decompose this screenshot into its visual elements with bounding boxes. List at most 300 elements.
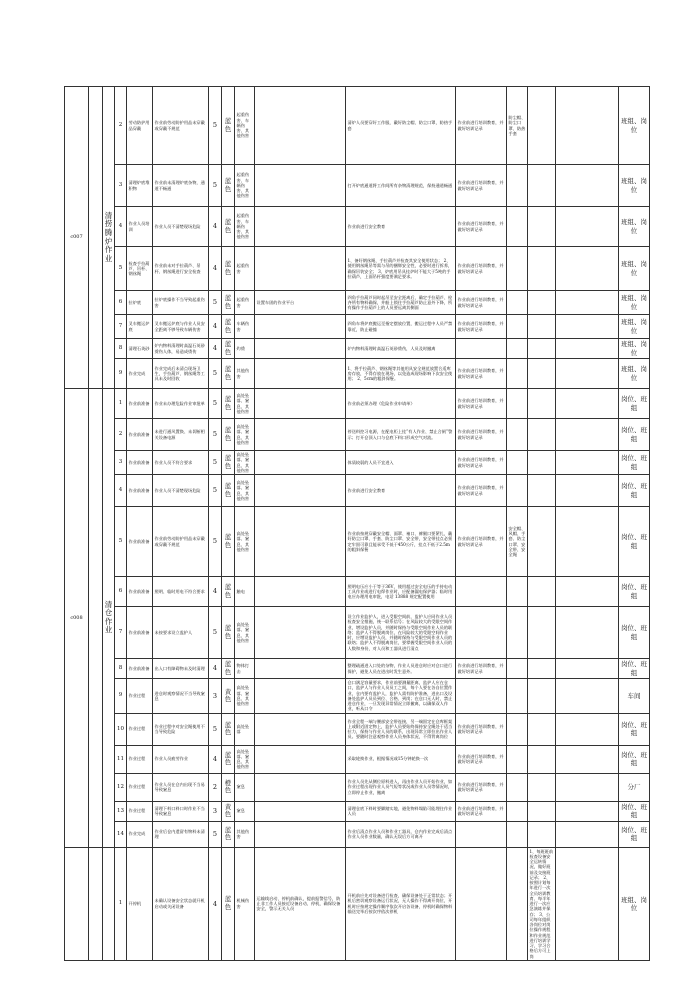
engineering-measure xyxy=(255,389,346,419)
risk-color: 蓝色 xyxy=(222,87,235,165)
table-row xyxy=(65,419,650,451)
ppe-measure xyxy=(507,389,528,419)
emergency-measure xyxy=(528,679,556,714)
accident-type: 车辆伤害 xyxy=(235,315,255,339)
emergency-measure xyxy=(528,475,556,507)
extra-cell xyxy=(556,291,619,315)
ppe-measure xyxy=(507,291,528,315)
ppe-measure xyxy=(507,475,528,507)
risk-color: 蓝色 xyxy=(222,507,235,577)
risk-level: 4 xyxy=(209,577,222,607)
emergency-measure xyxy=(528,801,556,821)
engineering-measure xyxy=(255,247,346,291)
training-measure: 作业前进行培训教育，并做好培训记录 xyxy=(456,359,507,389)
risk-color: 蓝色 xyxy=(222,359,235,389)
management-measure: 作业前进行安全教育 xyxy=(346,207,456,247)
engineering-measure xyxy=(255,451,346,475)
engineering-measure xyxy=(255,419,346,451)
ppe-measure xyxy=(507,713,528,745)
table-row xyxy=(65,847,650,960)
extra-cell xyxy=(556,577,619,607)
ppe-measure xyxy=(507,847,528,960)
engineering-measure: 设置车固的作业平台 xyxy=(255,291,346,315)
hazard-description: 未进行通风置换、未切断相关设备电源 xyxy=(153,419,209,451)
risk-color: 蓝色 xyxy=(222,247,235,291)
accident-type: 窒息 xyxy=(235,801,255,821)
emergency-measure xyxy=(528,419,556,451)
risk-level: 5 xyxy=(209,475,222,507)
engineering-measure xyxy=(255,577,346,607)
risk-color: 蓝色 xyxy=(222,847,235,960)
hazard-description: 作业过程中对安全绳使用不当导致危险 xyxy=(153,713,209,745)
emergency-measure xyxy=(528,659,556,679)
table-row xyxy=(65,659,650,679)
step-name: 作业前准备 xyxy=(127,577,153,607)
engineering-measure: 运输线启动、停机前确认，提前报警信号，防止非工作人员接近设备启动、停机，确保设备安全，警示无关人员 xyxy=(255,847,346,960)
extra-cell xyxy=(556,713,619,745)
risk-level: 5 xyxy=(209,87,222,165)
risk-color: 蓝色 xyxy=(222,291,235,315)
table-row xyxy=(65,247,650,291)
training-measure: 作业前进行培训教育，并做好培训记录 xyxy=(456,165,507,207)
responsible-owner: 岗位、班组 xyxy=(619,607,650,659)
hazard-description: 拉炉底操作不当导致起重伤害 xyxy=(153,291,209,315)
task-name: 清仓作业 xyxy=(103,389,115,848)
extra-cell xyxy=(556,801,619,821)
emergency-measure xyxy=(528,577,556,607)
accident-type: 触电 xyxy=(235,577,255,607)
step-name: 作业过程 xyxy=(127,713,153,745)
responsible-owner: 班组、岗位 xyxy=(619,291,650,315)
extra-cell xyxy=(556,773,619,801)
responsible-owner: 岗位、班组 xyxy=(619,419,650,451)
table-row xyxy=(65,821,650,847)
training-measure xyxy=(456,607,507,659)
emergency-measure xyxy=(528,339,556,359)
step-name: 作业完成 xyxy=(127,359,153,389)
ppe-measure xyxy=(507,659,528,679)
table-row xyxy=(65,389,650,419)
management-measure: 开机前应先对设备进行检查，确保设备处于正常状态；开机后密切观察设备运行状况，无人操作不得离开岗位，开机时应按规定操作顺序依次开启各设备，停机时确保物料输送完毕后按次序依次停机 xyxy=(346,847,456,960)
training-measure: 作业前进行培训教育，并做好培训记录 xyxy=(456,659,507,679)
management-measure: 体质较弱的人员不宜进入 xyxy=(346,451,456,475)
hazard-description: 作业后仓内遗留有物料未清理 xyxy=(153,821,209,847)
management-measure: 清炉人员要穿好工作服，戴好防尘帽、防尘口罩，防热手套 xyxy=(346,87,456,165)
extra-cell xyxy=(556,451,619,475)
accident-type: 窒息 xyxy=(235,773,255,801)
risk-color: 蓝色 xyxy=(222,315,235,339)
hazard-description: 作业前劳动防护用品未穿戴或穿戴不规范 xyxy=(153,87,209,165)
training-measure: 作业前进行培训教育，并做好培训记录 xyxy=(456,773,507,801)
accident-type: 其他伤害 xyxy=(235,821,255,847)
responsible-owner: 班组、岗位 xyxy=(619,247,650,291)
row-number: 9 xyxy=(115,359,127,389)
emergency-measure xyxy=(528,247,556,291)
risk-level: 5 xyxy=(209,507,222,577)
spacer-cell xyxy=(89,87,103,389)
row-number: 3 xyxy=(115,451,127,475)
risk-level: 5 xyxy=(209,359,222,389)
training-measure: 作业前进行培训教育，并做好培训记录 xyxy=(456,801,507,821)
table-row xyxy=(65,291,650,315)
responsible-owner: 分厂 xyxy=(619,773,650,801)
risk-level: 5 xyxy=(209,419,222,451)
extra-cell xyxy=(556,247,619,291)
extra-cell xyxy=(556,659,619,679)
responsible-owner: 岗位、班组 xyxy=(619,507,650,577)
risk-color: 蓝色 xyxy=(222,607,235,659)
accident-type: 起重伤害 xyxy=(235,247,255,291)
table-row xyxy=(65,607,650,659)
training-measure: 作业前进行培训教育，并做好培训记录 xyxy=(456,291,507,315)
extra-cell xyxy=(556,339,619,359)
emergency-measure xyxy=(528,315,556,339)
ppe-measure: 安全帽、风帽、手套、防尘口罩、安全带、安全绳 xyxy=(507,507,528,577)
ppe-measure xyxy=(507,821,528,847)
emergency-measure xyxy=(528,773,556,801)
extra-cell xyxy=(556,679,619,714)
table-row xyxy=(65,451,650,475)
responsible-owner: 岗位、班组 xyxy=(619,475,650,507)
table-row xyxy=(65,745,650,773)
training-measure: 作业前进行培训教育，并做好培训记录 xyxy=(456,87,507,165)
emergency-measure xyxy=(528,507,556,577)
risk-level: 5 xyxy=(209,713,222,745)
management-measure: 设立作业监护人，进入受限空间前，监护人应同作业人员检查安全措施，统一联系信号；在风险较大的受限空间作业，增设监护人员，并随时保持与受限空间作业人员的联络；监护人不得脱离岗位，在风险较大的受限空间作业时，应增设监护人员，并随时保持与受限空间作业人员的联络；监护人不得脱离岗位，要掌握受限空间作业人员的人数和身份，对人员和工器具进行清点 xyxy=(346,607,456,659)
emergency-measure xyxy=(528,451,556,475)
responsible-owner: 班组、岗位 xyxy=(619,87,650,165)
table-row xyxy=(65,87,650,165)
row-number: 4 xyxy=(115,207,127,247)
table-row xyxy=(65,801,650,821)
table-row xyxy=(65,315,650,339)
step-name: 作业前准备 xyxy=(127,507,153,577)
row-number: 2 xyxy=(115,419,127,451)
accident-type: 高处坠落、窒息、其他伤害 xyxy=(235,475,255,507)
emergency-measure xyxy=(528,821,556,847)
step-name: 作业过程 xyxy=(127,679,153,714)
step-name: 劳动防护用品穿戴 xyxy=(127,87,153,165)
risk-color: 蓝色 xyxy=(222,577,235,607)
spacer-cell xyxy=(89,389,103,848)
accident-type: 高处坠落 xyxy=(235,713,255,745)
risk-level: 5 xyxy=(209,165,222,207)
emergency-measure xyxy=(528,389,556,419)
management-measure: 仓口满足容量要求，作业前要测量距离，监护人应在仓口，监护人与作业人员员工之间，每个人要在各自位置作业，仓内要有监护人，监护人需有防护准备，进出口及设备处监护人员员到位、合格、到岗；在仓口无人时，禁止进仓作业，一旦发现异常情况立即撤离，以确保双人作业，听从口令 xyxy=(346,679,456,714)
accident-type: 起重伤害、车辆伤害、其他伤害 xyxy=(235,207,255,247)
engineering-measure xyxy=(255,773,346,801)
risk-color: 蓝色 xyxy=(222,451,235,475)
engineering-measure xyxy=(255,607,346,659)
risk-level: 5 xyxy=(209,451,222,475)
extra-cell xyxy=(556,745,619,773)
accident-type: 高处坠落、窒息、其他伤害 xyxy=(235,451,255,475)
engineering-measure xyxy=(255,679,346,714)
table-row xyxy=(65,679,650,714)
emergency-measure xyxy=(528,165,556,207)
accident-type: 物体打击 xyxy=(235,659,255,679)
risk-level: 4 xyxy=(209,659,222,679)
responsible-owner: 车间 xyxy=(619,679,650,714)
training-measure: 作业前进行培训教育，并做好培训记录 xyxy=(456,389,507,419)
hazard-description: 未按要求设立监护人 xyxy=(153,607,209,659)
responsible-owner: 岗位、班组 xyxy=(619,821,650,847)
ppe-measure xyxy=(507,207,528,247)
row-number: 1 xyxy=(115,389,127,419)
management-measure: 采取轮换作业，根据情况或15分钟轮换一次 xyxy=(346,745,456,773)
emergency-measure xyxy=(528,87,556,165)
row-number: 8 xyxy=(115,339,127,359)
table-row xyxy=(65,339,650,359)
responsible-owner: 班组、岗位 xyxy=(619,165,650,207)
training-measure xyxy=(456,679,507,714)
hazard-description: 出入口有障碍物未及时清理 xyxy=(153,659,209,679)
risk-level: 4 xyxy=(209,207,222,247)
step-name: 拉炉底 xyxy=(127,291,153,315)
training-measure xyxy=(456,821,507,847)
training-measure xyxy=(456,847,507,960)
ppe-measure xyxy=(507,801,528,821)
extra-cell xyxy=(556,359,619,389)
hazard-description: 炉内物料清理时高温石英砂烫伤人体，易造成烫伤 xyxy=(153,339,209,359)
risk-level: 5 xyxy=(209,607,222,659)
accident-type: 高处坠落、窒息、其他伤害 xyxy=(235,607,255,659)
engineering-measure xyxy=(255,165,346,207)
accident-type: 高处坠落、窒息、其他伤害 xyxy=(235,419,255,451)
risk-color: 蓝色 xyxy=(222,339,235,359)
step-name: 清理炉底堆积物 xyxy=(127,165,153,207)
management-measure: 作业全程一端与腰部安全带连接，另一端固定在仓库框架上或附近固定物上，监护人员要始终保持安全绳处于适当拉力，保持与作业人员的联系，出现异常立即拉出作业人员。要随时注意观察作业人员身体状况，不得背离岗位 xyxy=(346,713,456,745)
row-number: 6 xyxy=(115,291,127,315)
engineering-measure xyxy=(255,745,346,773)
training-measure: 作业前进行培训教育，并做好培训记录 xyxy=(456,419,507,451)
management-measure: 作业前必须办理《危险作业申请单》 xyxy=(346,389,456,419)
responsible-owner: 班组、岗位 xyxy=(619,315,650,339)
risk-color: 黄色 xyxy=(222,679,235,714)
risk-level: 5 xyxy=(209,291,222,315)
management-measure: 清理仓底下料时要脚踏实地，避免物料塌陷可能埋住作业人员 xyxy=(346,801,456,821)
emergency-measure xyxy=(528,713,556,745)
row-number: 10 xyxy=(115,713,127,745)
row-number: 9 xyxy=(115,679,127,714)
table-row xyxy=(65,577,650,607)
accident-type: 起重伤害、车辆伤害、其他伤害 xyxy=(235,165,255,207)
task-code: c007 xyxy=(65,87,89,389)
step-name: 作业前准备 xyxy=(127,607,153,659)
ppe-measure xyxy=(507,339,528,359)
hazard-description: 作业人员不清楚现场危险 xyxy=(153,207,209,247)
responsible-owner: 岗位、班组 xyxy=(619,389,650,419)
risk-color: 橙色 xyxy=(222,773,235,801)
training-measure: 作业前进行培训教育，并做好培训记录 xyxy=(456,475,507,507)
risk-color: 蓝色 xyxy=(222,389,235,419)
risk-level: 4 xyxy=(209,339,222,359)
emergency-measure xyxy=(528,207,556,247)
management-measure: 照明电压应小于等于36V，使用超过安全电压的手持电动工具作业或进行电焊作业时，应配备漏电保护器；临时用电应办理用电审批，电话 13888 规定配置使用 xyxy=(346,577,456,607)
risk-level: 5 xyxy=(209,821,222,847)
training-measure: 作业前进行培训教育，并做好培训记录 xyxy=(456,207,507,247)
engineering-measure xyxy=(255,713,346,745)
training-measure: 作业前进行培训教育，并做好培训记录 xyxy=(456,507,507,577)
step-name: 检查手拉葫芦、吊杆、钢丝绳 xyxy=(127,247,153,291)
ppe-measure xyxy=(507,451,528,475)
responsible-owner: 岗位、班组 xyxy=(619,745,650,773)
accident-type: 其他伤害 xyxy=(235,359,255,389)
hazard-description: 作业前未清理炉底杂物，通道不畅通 xyxy=(153,165,209,207)
step-name: 作业完成 xyxy=(127,821,153,847)
ppe-measure xyxy=(507,745,528,773)
table-row xyxy=(65,165,650,207)
hazard-description: 照明、临时用电不符合要求 xyxy=(153,577,209,607)
risk-color: 蓝色 xyxy=(222,713,235,745)
accident-type: 起重伤害、车辆伤害、其他伤害 xyxy=(235,87,255,165)
table-row xyxy=(65,773,650,801)
step-name: 开停机 xyxy=(127,847,153,960)
risk-level: 3 xyxy=(209,801,222,821)
ppe-measure xyxy=(507,607,528,659)
engineering-measure xyxy=(255,801,346,821)
responsible-owner: 班组、岗位 xyxy=(619,207,650,247)
hazard-description: 作业人员在仓内出现不当易导致窒息 xyxy=(153,773,209,801)
training-measure: 作业前进行培训教育，并做好培训记录 xyxy=(456,713,507,745)
row-number: 8 xyxy=(115,659,127,679)
row-number: 4 xyxy=(115,475,127,507)
ppe-measure: 防尘帽、防尘口罩、防热手套 xyxy=(507,87,528,165)
row-number: 2 xyxy=(115,87,127,165)
extra-cell xyxy=(556,165,619,207)
risk-level: 5 xyxy=(209,389,222,419)
engineering-measure xyxy=(255,87,346,165)
table-row xyxy=(65,713,650,745)
extra-cell xyxy=(556,847,619,960)
engineering-measure xyxy=(255,339,346,359)
emergency-measure xyxy=(528,745,556,773)
step-name: 作业前准备 xyxy=(127,419,153,451)
step-name: 作业前准备 xyxy=(127,659,153,679)
training-measure xyxy=(456,339,507,359)
engineering-measure xyxy=(255,475,346,507)
risk-level: 4 xyxy=(209,247,222,291)
accident-type: 起重伤害 xyxy=(235,291,255,315)
management-measure: 四角手拉葫芦同时起吊至安全距离后，确定手拉葫芦、栓齐所有物料确保，并船上锁住手拉葫芦防止意外下降，所有操作手拉葫芦上的人员要远离其侧面 xyxy=(346,291,456,315)
row-number: 14 xyxy=(115,821,127,847)
extra-cell xyxy=(556,315,619,339)
management-measure: 停送料控习电源，在配电柜上挂“有人作业、禁止合闸”警示；打开仓顶入口与仓底下料口形成空气对流。 xyxy=(346,419,456,451)
risk-color: 蓝色 xyxy=(222,207,235,247)
hazard-description: 作业人员不清楚现场危险 xyxy=(153,475,209,507)
hazard-description: 作业未办理危险作业审批单 xyxy=(153,389,209,419)
extra-cell xyxy=(556,821,619,847)
management-measure: 四角车将炉底搬运至指定摆放位置，搬运过程中人员严禁靠近，防止碰撞 xyxy=(346,315,456,339)
accident-type: 高处坠落、窒息、其他伤害 xyxy=(235,507,255,577)
task-code xyxy=(65,847,89,960)
row-number: 7 xyxy=(115,607,127,659)
extra-cell xyxy=(556,607,619,659)
spacer-cell xyxy=(89,847,103,960)
row-number: 7 xyxy=(115,315,127,339)
risk-color: 蓝色 xyxy=(222,419,235,451)
emergency-measure: 1、每班班前检查设备安全运转情况，做好班前及交接班记录； 2、按照计划每年进行一次全员培训教育、每半年进行一次应急演练并保存； 3、公司每年组织各岗位对岗位操作规程和作业规范进行培训学习，学习合格后方可上岗 xyxy=(528,847,556,960)
management-measure: 整理疏通进入口处的杂物，作业人员进仓时应对仓口进行保护，避免人员在进出时发生意外。 xyxy=(346,659,456,679)
risk-color: 蓝色 xyxy=(222,165,235,207)
row-number: 13 xyxy=(115,801,127,821)
responsible-owner: 岗位、班组 xyxy=(619,713,650,745)
ppe-measure xyxy=(507,247,528,291)
training-measure xyxy=(456,577,507,607)
row-number: 5 xyxy=(115,247,127,291)
hazard-description: 进仓时观察情况不当导致窒息 xyxy=(153,679,209,714)
step-name: 作业前准备 xyxy=(127,451,153,475)
extra-cell xyxy=(556,507,619,577)
risk-level: 4 xyxy=(209,847,222,960)
engineering-measure xyxy=(255,821,346,847)
step-name: 作业前准备 xyxy=(127,389,153,419)
ppe-measure xyxy=(507,419,528,451)
step-name: 清理石英砂 xyxy=(127,339,153,359)
management-measure: 作业后清点作业人员和作业工器具，仓内作业完成后清点作业人员作业数量，确认无误后方可离开 xyxy=(346,821,456,847)
row-number: 1 xyxy=(115,847,127,960)
responsible-owner: 班组、岗位 xyxy=(619,847,650,960)
risk-color: 黄色 xyxy=(222,801,235,821)
responsible-owner: 岗位、班组 xyxy=(619,451,650,475)
extra-cell xyxy=(556,389,619,419)
row-number: 12 xyxy=(115,773,127,801)
risk-level: 4 xyxy=(209,745,222,773)
risk-level: 4 xyxy=(209,315,222,339)
accident-type: 机械伤害 xyxy=(235,847,255,960)
management-measure: 作业人员先从侧位原料进入，再由作业人员开始作业，如作业过程出现作业人员气短等状况或作业人员等情况时，立即停止作业，撤离 xyxy=(346,773,456,801)
management-measure: 作业前按规穿戴安全帽、面罩、袖口、裤腿口要紧扎，戴好防尘口罩、手套、防尘口罩、安全带，安全带挂点必须定牢固可靠且能承受不低于450公斤，挂点不低于2.5m的粗斜保鬟 xyxy=(346,507,456,577)
step-name: 作业过程 xyxy=(127,773,153,801)
hazard-description: 未确认设备安全状态就开机启动或关闭设备 xyxy=(153,847,209,960)
risk-level: 2 xyxy=(209,773,222,801)
training-measure: 作业前进行培训教育，并做好培训记录 xyxy=(456,451,507,475)
management-measure: 打开炉底通道将工作间所有杂物清理规范，保持通道畅通 xyxy=(346,165,456,207)
engineering-measure xyxy=(255,507,346,577)
responsible-owner: 岗位、班组 xyxy=(619,659,650,679)
hazard-description: 作业人员不符合要求 xyxy=(153,451,209,475)
responsible-owner: 班组、岗位 xyxy=(619,339,650,359)
extra-cell xyxy=(556,419,619,451)
management-measure: 1、将手拉葫芦、钢丝绳等其他用具安全规范放置合适库房存放，不得存放在现场，以免造成现场影响下次安全使用； 2、5cm的粗斜保鬟。 xyxy=(346,359,456,389)
extra-cell xyxy=(556,475,619,507)
accident-type: 高处坠落、窒息、其他伤害 xyxy=(235,745,255,773)
row-number: 3 xyxy=(115,165,127,207)
hazard-description: 作业前劳动防护用品未穿戴或穿戴不规范 xyxy=(153,507,209,577)
row-number: 11 xyxy=(115,745,127,773)
step-name: 作业过程 xyxy=(127,745,153,773)
step-name: 叉车搬运炉底 xyxy=(127,315,153,339)
row-number: 6 xyxy=(115,577,127,607)
ppe-measure xyxy=(507,577,528,607)
extra-cell xyxy=(556,207,619,247)
table-row xyxy=(65,475,650,507)
ppe-measure xyxy=(507,359,528,389)
hazard-description: 作业前未对手拉葫芦、吊杆、钢丝绳进行安全检查 xyxy=(153,247,209,291)
table-body xyxy=(65,87,650,961)
responsible-owner: 班组、岗位 xyxy=(619,359,650,389)
management-measure: 1、备好钢丝绳、手拉葫芦并检查其安全使用状态； 2、使用钢丝绳吊等需与吊的捆绑安全性，必要时进行拆养，确保吊装安全； 3、炉底用吊具挂炉时不能大于5吨的手拉葫芦，上面吊杆强度要满足要求。 xyxy=(346,247,456,291)
step-name: 作业人员培训 xyxy=(127,207,153,247)
risk-color: 蓝色 xyxy=(222,659,235,679)
engineering-measure xyxy=(255,659,346,679)
accident-type: 高处坠落、窒息、其他伤害 xyxy=(235,679,255,714)
table-row xyxy=(65,507,650,577)
row-number: 5 xyxy=(115,507,127,577)
management-measure: 作业前进行安全教育 xyxy=(346,475,456,507)
training-measure: 作业前进行培训教育，并做好培训记录 xyxy=(456,745,507,773)
step-name: 作业前准备 xyxy=(127,475,153,507)
